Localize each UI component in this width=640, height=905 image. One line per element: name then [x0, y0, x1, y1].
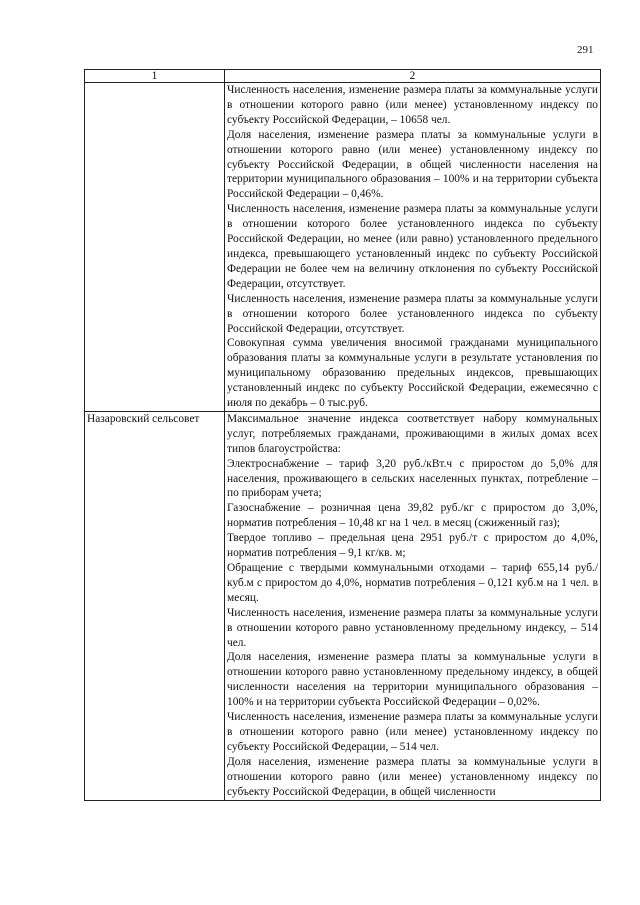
column-header-2: 2 — [225, 70, 601, 83]
paragraph: Численность населения, изменение размера платы за коммунальные услуги в отношении которого более установленного индекса по субъекту Российской Федерации, отсутствует. — [227, 292, 598, 335]
document-table — [84, 69, 601, 801]
paragraph: Твердое топливо – предельная цена 2951 руб./т с приростом до 4,0%, норматив потребления – 9,1 кг/кв. м; — [227, 532, 598, 560]
municipality-cell — [85, 83, 225, 412]
paragraph: Численность населения, изменение размера платы за коммунальные услуги в отношении которого более установленного индекса по субъекту Российской Федерации, но менее (или равно) установленного предельного индекса, превышающего установленный индекс по субъекту Российской Федерации не более чем на величину отклонения по субъекту Российской Федерации, отсутствует. — [227, 203, 598, 290]
description-cell — [225, 83, 601, 412]
municipality-cell: Назаровский сельсовет — [85, 411, 225, 800]
paragraph: Доля населения, изменение размера платы за коммунальные услуги в отношении которого равно установленному предельному индексу, в общей численности населения на территории муниципального образования – 100% и на территории субъекта Российской Федерации – 0,02%. — [227, 651, 598, 709]
paragraph: Численность населения, изменение размера платы за коммунальные услуги в отношении которого равно (или менее) установленному индексу по субъекту Российской Федерации, – 514 чел. — [227, 711, 598, 753]
column-header-1: 1 — [85, 70, 225, 83]
paragraph: Максимальное значение индекса соответствует набору коммунальных услуг, потребляемых гражданами, проживающими в жилых домах всех типов благоустройства: — [227, 412, 598, 455]
paragraph: Доля населения, изменение размера платы за коммунальные услуги в отношении которого равно (или менее) установленному индексу по субъекту Российской Федерации, в общей численности — [227, 755, 598, 798]
paragraph: Численность населения, изменение размера платы за коммунальные услуги в отношении которого равно установленному предельному индексу, – 514 чел. — [227, 606, 598, 649]
paragraph: Газоснабжение – розничная цена 39,82 руб./кг с приростом до 3,0%, норматив потребления – 10,48 кг на 1 чел. в месяц (сжиженный газ); — [227, 502, 598, 530]
description-cell — [225, 411, 601, 800]
paragraph: Обращение с твердыми коммунальными отходами – тариф 655,14 руб./куб.м с приростом до 4,0%, норматив потребления – 0,121 куб.м на 1 чел. в месяц. — [227, 562, 598, 604]
paragraph: Совокупная сумма увеличения вносимой гражданами муниципального образования платы за коммунальные услуги в результате установления по муниципальному образованию предельных индексов, превышающих установленный индекс по субъекту Российской Федерации, ежемесячно с июля по декабрь – 0 тыс.руб. — [227, 337, 598, 410]
paragraph: Доля населения, изменение размера платы за коммунальные услуги в отношении которого равно (или менее) установленному индексу по субъекту Российской Федерации, в общей численности населения на территории муниципального образования – 100% и на территории субъекта Российской Федерации – 0,46%. — [227, 128, 598, 201]
header-row — [85, 70, 601, 83]
table-row — [85, 83, 601, 412]
page-number: 291 — [577, 44, 594, 56]
table-row — [85, 411, 601, 800]
paragraph: Электроснабжение – тариф 3,20 руб./кВт.ч с приростом до 5,0% для населения, проживающего в сельских населенных пунктах, потребление – по приборам учета; — [227, 457, 598, 500]
paragraph: Численность населения, изменение размера платы за коммунальные услуги в отношении которого равно (или менее) установленному индексу по субъекту Российской Федерации, – 10658 чел. — [227, 84, 598, 126]
